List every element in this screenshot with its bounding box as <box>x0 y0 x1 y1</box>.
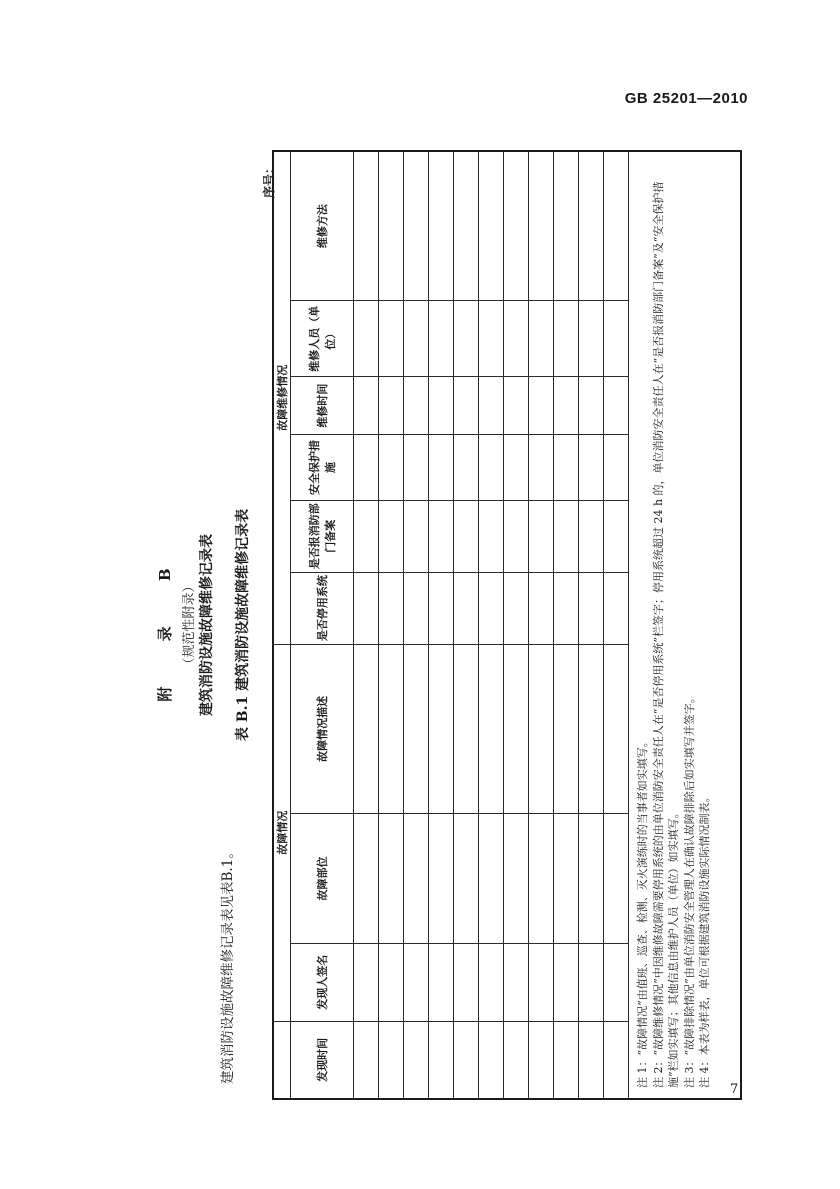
table-cell <box>504 814 529 944</box>
table-cell <box>454 644 479 814</box>
table-cell <box>404 435 429 501</box>
table-cell <box>479 151 504 301</box>
table-cell <box>404 377 429 435</box>
annex-nature: （规范性附录） <box>182 579 197 671</box>
table-cell <box>379 943 404 1021</box>
table-cell <box>604 814 629 944</box>
rotated-landscape-content <box>150 150 800 1100</box>
table-cell <box>529 644 554 814</box>
table-row <box>529 151 554 1099</box>
table-cell <box>504 435 529 501</box>
table-cell <box>354 644 379 814</box>
table-cell <box>404 500 429 572</box>
col-repair-time: 维修时间 <box>291 377 354 435</box>
table-cell <box>504 943 529 1021</box>
table-cell <box>529 377 554 435</box>
table-cell <box>554 377 579 435</box>
table-row <box>579 151 604 1099</box>
table-cell <box>354 377 379 435</box>
table-cell <box>479 435 504 501</box>
table-row <box>379 151 404 1099</box>
table-cell <box>554 644 579 814</box>
table-cell <box>579 377 604 435</box>
table-cell <box>529 572 554 644</box>
table-cell <box>429 377 454 435</box>
table-cell <box>354 301 379 377</box>
table-cell <box>354 435 379 501</box>
table-cell <box>479 500 504 572</box>
table-cell <box>379 301 404 377</box>
table-row <box>354 151 379 1099</box>
table-cell <box>504 500 529 572</box>
note-line: 注 1：“故障情况”由值班、巡查、检测、灭火演练时的当事者如实填写。 <box>636 736 649 1088</box>
table-row <box>454 151 479 1099</box>
col-reported: 是否报消防部门备案 <box>291 500 354 572</box>
table-cell <box>579 500 604 572</box>
table-cell <box>454 377 479 435</box>
table-cell <box>529 301 554 377</box>
table-cell <box>379 500 404 572</box>
table-cell <box>354 814 379 944</box>
table-cell <box>429 301 454 377</box>
table-cell <box>429 500 454 572</box>
maintenance-record-table <box>272 150 742 1100</box>
table-cell <box>454 1021 479 1099</box>
table-cell <box>479 572 504 644</box>
group-repair-info: 故障维修情况 <box>273 151 291 644</box>
col-finder-signature: 发现人签名 <box>291 943 354 1021</box>
table-cell <box>479 644 504 814</box>
table-cell <box>454 151 479 301</box>
table-cell <box>504 644 529 814</box>
table-cell <box>479 377 504 435</box>
table-cell <box>579 1021 604 1099</box>
table-cell <box>429 943 454 1021</box>
table-cell <box>429 1021 454 1099</box>
table-cell <box>579 943 604 1021</box>
table-cell <box>554 1021 579 1099</box>
table-cell <box>454 572 479 644</box>
annex-title: 附 录 B <box>156 548 174 702</box>
col-fault-description: 故障情况描述 <box>291 644 354 814</box>
table-cell <box>604 151 629 301</box>
serial-number-label: 序号： <box>262 162 276 199</box>
table-notes <box>629 151 742 1099</box>
table-cell <box>354 943 379 1021</box>
table-cell <box>529 1021 554 1099</box>
table-cell <box>604 644 629 814</box>
table-caption: 表 B.1 建筑消防设施故障维修记录表 <box>235 508 251 742</box>
table-cell <box>579 644 604 814</box>
table-cell <box>454 500 479 572</box>
table-cell <box>554 572 579 644</box>
header-spacer <box>273 1021 291 1099</box>
table-cell <box>604 943 629 1021</box>
table-cell <box>429 572 454 644</box>
group-fault-info: 故障情况 <box>273 644 291 1021</box>
table-cell <box>404 1021 429 1099</box>
table-row <box>604 151 629 1099</box>
table-cell <box>604 377 629 435</box>
table-row <box>429 151 454 1099</box>
note-line: 注 2：“故障维修情况”中因维修故障需要停用系统的由单位消防安全责任人在“是否停用系统”栏签字；停用系统超过 24 h 的，单位消防安全责任人在“是否报消防部门备案”及“安全保护措施”栏如实填写；其他信息由维护人员（单位）如实填写。 <box>651 181 680 1088</box>
annex-name: 建筑消防设施故障维修记录表 <box>199 534 215 716</box>
table-cell <box>579 151 604 301</box>
table-cell <box>554 814 579 944</box>
table-row <box>404 151 429 1099</box>
table-cell <box>529 435 554 501</box>
table-cell <box>379 572 404 644</box>
table-cell <box>554 151 579 301</box>
table-row <box>479 151 504 1099</box>
table-cell <box>379 814 404 944</box>
table-cell <box>354 572 379 644</box>
table-cell <box>504 1021 529 1099</box>
table-row <box>554 151 579 1099</box>
table-cell <box>604 301 629 377</box>
table-cell <box>379 644 404 814</box>
table-cell <box>529 500 554 572</box>
table-cell <box>454 301 479 377</box>
table-cell <box>579 435 604 501</box>
table-cell <box>429 814 454 944</box>
table-cell <box>604 435 629 501</box>
standard-number: GB 25201—2010 <box>624 90 748 107</box>
table-cell <box>429 151 454 301</box>
table-cell <box>604 572 629 644</box>
table-cell <box>479 814 504 944</box>
table-cell <box>404 644 429 814</box>
table-cell <box>454 814 479 944</box>
table-cell <box>379 1021 404 1099</box>
table-cell <box>404 814 429 944</box>
table-cell <box>429 644 454 814</box>
table-cell <box>504 377 529 435</box>
table-cell <box>504 151 529 301</box>
table-cell <box>354 500 379 572</box>
table-cell <box>604 500 629 572</box>
col-fault-location: 故障部位 <box>291 814 354 944</box>
table-cell <box>404 151 429 301</box>
table-cell <box>479 301 504 377</box>
table-cell <box>354 151 379 301</box>
table-cell <box>579 301 604 377</box>
table-cell <box>579 572 604 644</box>
table-cell <box>554 943 579 1021</box>
table-cell <box>604 1021 629 1099</box>
table-cell <box>529 814 554 944</box>
table-cell <box>554 500 579 572</box>
table-cell <box>504 572 529 644</box>
table-cell <box>379 151 404 301</box>
table-cell <box>454 435 479 501</box>
col-repair-method: 维修方法 <box>291 151 354 301</box>
col-repair-person: 维修人员（单位） <box>291 301 354 377</box>
note-line: 注 4：本表为样表，单位可根据建筑消防设施实际情况制表。 <box>698 791 711 1088</box>
table-cell <box>404 943 429 1021</box>
col-safety-measures: 安全保护措施 <box>291 435 354 501</box>
table-cell <box>404 572 429 644</box>
table-cell <box>529 151 554 301</box>
table-cell <box>354 1021 379 1099</box>
note-line: 注 3：“故障排除情况”由单位消防安全管理人在确认故障排除后如实填写并签字。 <box>682 692 696 1088</box>
table-cell <box>479 943 504 1021</box>
table-cell <box>479 1021 504 1099</box>
table-cell <box>379 377 404 435</box>
table-cell <box>554 301 579 377</box>
col-found-time: 发现时间 <box>291 1021 354 1099</box>
table-cell <box>454 943 479 1021</box>
table-cell <box>529 943 554 1021</box>
annex-intro: 建筑消防设施故障维修记录表见表B.1。 <box>220 845 236 1084</box>
table-cell <box>379 435 404 501</box>
table-cell <box>504 301 529 377</box>
notes-row <box>629 151 742 1099</box>
table-cell <box>579 814 604 944</box>
col-system-shutdown: 是否停用系统 <box>291 572 354 644</box>
table-cell <box>554 435 579 501</box>
table-row <box>504 151 529 1099</box>
page-number: 7 <box>730 1082 739 1097</box>
table-cell <box>404 301 429 377</box>
table-cell <box>429 435 454 501</box>
